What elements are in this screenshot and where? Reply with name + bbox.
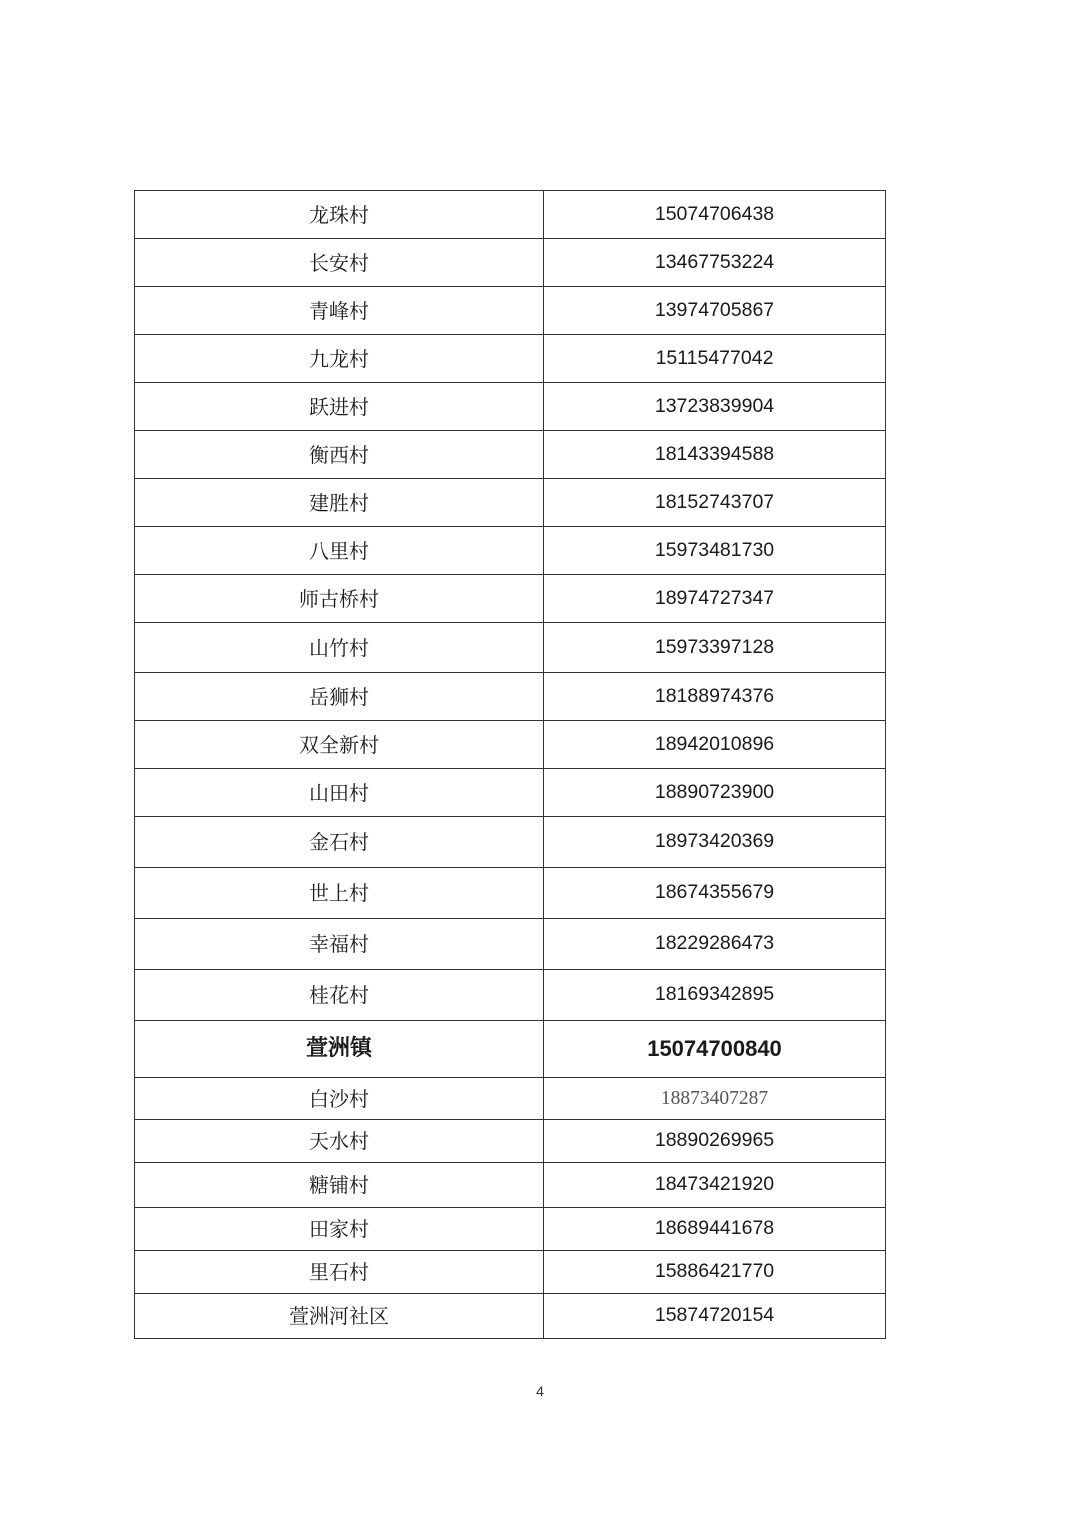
town-header-row: [135, 1021, 886, 1078]
village-name: 青峰村: [135, 287, 544, 335]
village-name: 桂花村: [135, 970, 544, 1021]
table-row: [135, 1163, 886, 1208]
table-row: [135, 191, 886, 239]
village-name: 里石村: [135, 1251, 544, 1294]
table-row: [135, 335, 886, 383]
phone-number: 15973481730: [544, 527, 886, 575]
village-name: 长安村: [135, 239, 544, 287]
town-name: 萱洲镇: [135, 1021, 544, 1078]
phone-number: 15074706438: [544, 191, 886, 239]
page-number: 4: [536, 1383, 544, 1399]
table-row: [135, 817, 886, 868]
table-row: [135, 1251, 886, 1294]
table-row: [135, 239, 886, 287]
table-row: [135, 673, 886, 721]
village-name: 八里村: [135, 527, 544, 575]
table-row: [135, 919, 886, 970]
village-name: 山田村: [135, 769, 544, 817]
phone-number: 13467753224: [544, 239, 886, 287]
village-name: 金石村: [135, 817, 544, 868]
village-name: 幸福村: [135, 919, 544, 970]
phone-number: 18188974376: [544, 673, 886, 721]
phone-number: 18229286473: [544, 919, 886, 970]
table-row: [135, 1120, 886, 1163]
village-name: 双全新村: [135, 721, 544, 769]
village-name: 山竹村: [135, 623, 544, 673]
village-name: 白沙村: [135, 1078, 544, 1120]
village-name: 田家村: [135, 1208, 544, 1251]
village-name: 岳狮村: [135, 673, 544, 721]
phone-number: 15115477042: [544, 335, 886, 383]
village-name: 萱洲河社区: [135, 1294, 544, 1339]
table-row: [135, 721, 886, 769]
phone-number: 13974705867: [544, 287, 886, 335]
village-name: 世上村: [135, 868, 544, 919]
village-name: 糖铺村: [135, 1163, 544, 1208]
phone-number: 18973420369: [544, 817, 886, 868]
phone-number: 18942010896: [544, 721, 886, 769]
village-name: 天水村: [135, 1120, 544, 1163]
table-row: [135, 431, 886, 479]
phone-number: 15886421770: [544, 1251, 886, 1294]
phone-number: 18473421920: [544, 1163, 886, 1208]
contact-table: [134, 190, 886, 1339]
table-row: [135, 623, 886, 673]
village-name: 跃进村: [135, 383, 544, 431]
table-row: [135, 1208, 886, 1251]
village-name: 衡西村: [135, 431, 544, 479]
table-row: [135, 479, 886, 527]
table-row: [135, 1294, 886, 1339]
village-name: 龙珠村: [135, 191, 544, 239]
table-row: [135, 287, 886, 335]
village-name: 建胜村: [135, 479, 544, 527]
phone-number: 18674355679: [544, 868, 886, 919]
table-row: [135, 383, 886, 431]
phone-number: 18890723900: [544, 769, 886, 817]
phone-number: 18974727347: [544, 575, 886, 623]
phone-number: 15874720154: [544, 1294, 886, 1339]
phone-number: 18689441678: [544, 1208, 886, 1251]
phone-number: 18873407287: [544, 1078, 886, 1120]
table-row: [135, 1078, 886, 1120]
village-name: 九龙村: [135, 335, 544, 383]
phone-number: 18890269965: [544, 1120, 886, 1163]
table-row: [135, 769, 886, 817]
phone-number: 18152743707: [544, 479, 886, 527]
town-phone-number: 15074700840: [544, 1021, 886, 1078]
table-row: [135, 527, 886, 575]
table-row: [135, 868, 886, 919]
phone-number: 15973397128: [544, 623, 886, 673]
phone-number: 13723839904: [544, 383, 886, 431]
table-row: [135, 970, 886, 1021]
table-row: [135, 575, 886, 623]
phone-number: 18169342895: [544, 970, 886, 1021]
village-name: 师古桥村: [135, 575, 544, 623]
phone-number: 18143394588: [544, 431, 886, 479]
